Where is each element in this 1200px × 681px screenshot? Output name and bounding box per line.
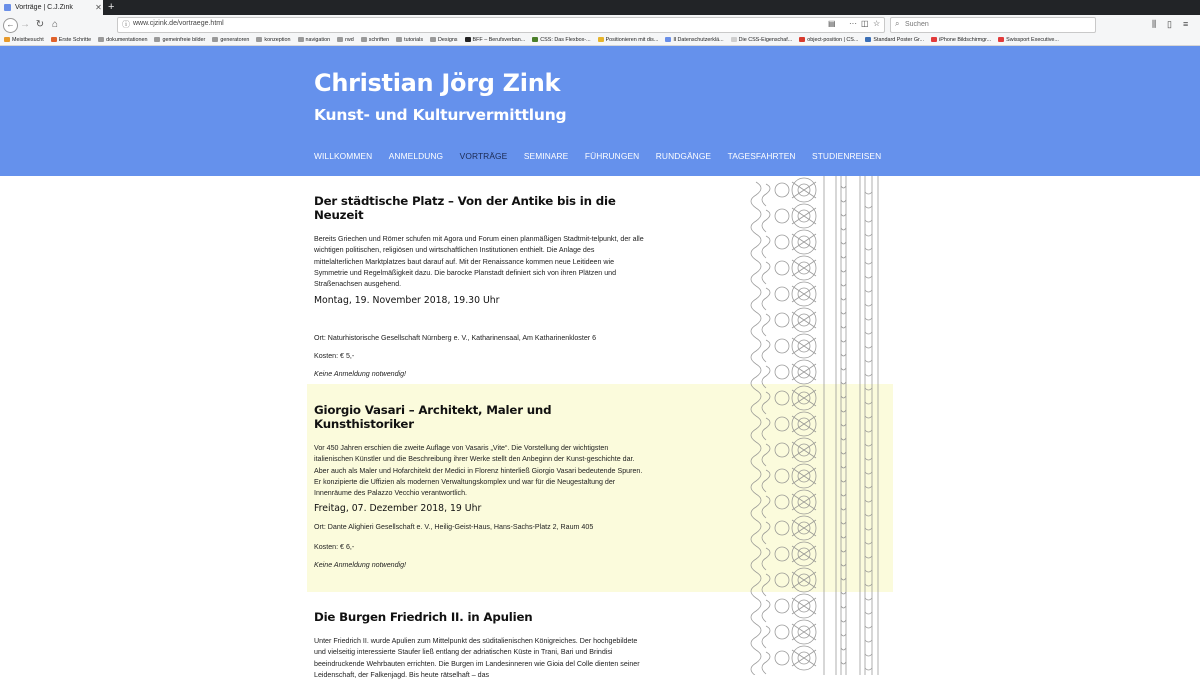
close-tab-icon[interactable]: ✕	[95, 3, 102, 12]
pocket-icon[interactable]: ◫	[861, 19, 869, 28]
nav-link-anmeldung[interactable]: ANMELDUNG	[388, 151, 444, 161]
event-date: Montag, 19. November 2018, 19.30 Uhr	[314, 295, 500, 306]
event-note: Keine Anmeldung notwendig!	[314, 561, 407, 569]
bookmark-item[interactable]	[665, 37, 723, 43]
bookmark-label: Die CSS-Eigenschaf...	[738, 36, 793, 43]
bookmark-label: Erste Schritte	[58, 36, 92, 43]
event-card	[314, 194, 644, 378]
folder-icon	[430, 37, 436, 42]
bookmark-item[interactable]	[154, 37, 205, 43]
bookmark-label: BFF – Berufsverban...	[472, 36, 526, 43]
event-date: Freitag, 07. Dezember 2018, 19 Uhr	[314, 503, 482, 514]
event-cost: Kosten: € 6,-	[314, 543, 355, 551]
event-cost: Kosten: € 5,-	[314, 352, 355, 360]
browser-toolbar	[0, 15, 1200, 34]
bookmark-item[interactable]	[931, 37, 991, 43]
bookmark-label: navigation	[305, 36, 331, 43]
event-location: Ort: Dante Alighieri Gesellschaft e. V., Heilig-Geist-Haus, Hans-Sachs-Platz 2, Raum 405	[314, 523, 594, 531]
bookmark-label: Swissport Executive...	[1006, 36, 1059, 43]
folder-icon	[361, 37, 367, 42]
main-content	[0, 176, 1200, 679]
search-input[interactable]	[905, 19, 1085, 30]
forward-button[interactable]: →	[20, 19, 30, 30]
bookmark-item[interactable]	[212, 37, 249, 43]
bookmark-label: Standard Poster Gr...	[873, 36, 925, 43]
bookmark-item[interactable]	[799, 37, 858, 43]
folder-icon	[799, 37, 805, 42]
folder-icon	[465, 37, 471, 42]
page-actions-icon[interactable]: ···	[849, 19, 857, 28]
info-icon[interactable]: ⓘ	[122, 20, 130, 29]
nav-link-seminare[interactable]: SEMINARE	[523, 151, 569, 161]
browser-tab[interactable]	[0, 0, 103, 15]
event-card	[314, 403, 644, 569]
home-button[interactable]: ⌂	[51, 19, 59, 30]
event-card	[314, 610, 644, 681]
reader-view-icon[interactable]: ▤	[828, 19, 836, 28]
folder-icon	[532, 37, 538, 42]
nav-link-rundgänge[interactable]: RUNDGÄNGE	[655, 151, 712, 161]
folder-icon	[396, 37, 402, 42]
search-bar[interactable]	[890, 17, 1096, 33]
event-title: Die Burgen Friedrich II. in Apulien	[314, 610, 533, 624]
favicon-icon	[4, 4, 11, 11]
bookmark-label: Meistbesucht	[12, 36, 44, 43]
bookmark-item[interactable]	[337, 37, 354, 43]
event-note: Keine Anmeldung notwendig!	[314, 370, 407, 378]
main-navigation	[314, 151, 898, 161]
nav-link-willkommen[interactable]: WILLKOMMEN	[314, 151, 373, 161]
bookmarks-toolbar	[0, 34, 1200, 46]
bookmark-item[interactable]	[598, 37, 659, 43]
event-title: Der städtische Platz – Von der Antike bis in die Neuzeit	[314, 194, 616, 222]
bookmark-icon	[51, 37, 57, 42]
bookmark-item[interactable]	[361, 37, 389, 43]
bookmark-label: generatoren	[220, 36, 250, 43]
nav-link-tagesfahrten[interactable]: TAGESFAHRTEN	[727, 151, 796, 161]
bookmark-label: iPhone Bildschirmgr...	[939, 36, 992, 43]
folder-icon	[154, 37, 160, 42]
event-title: Giorgio Vasari – Architekt, Maler und Kunsthistoriker	[314, 403, 552, 431]
menu-icon[interactable]: ≡	[1183, 19, 1189, 29]
folder-icon	[865, 37, 871, 42]
bookmark-label: konzeption	[264, 36, 291, 43]
bookmark-label: Designs	[438, 36, 458, 43]
folder-icon	[665, 37, 671, 42]
search-icon: ⌕	[895, 19, 900, 28]
folder-icon	[212, 37, 218, 42]
bookmark-item[interactable]	[430, 37, 457, 43]
bookmark-label: schriften	[368, 36, 390, 43]
decorative-ornament-border	[748, 176, 890, 675]
bookmark-label: Ⅱ Datenschutzerklä...	[673, 36, 724, 43]
bookmark-item[interactable]	[4, 37, 44, 43]
event-location: Ort: Naturhistorische Gesellschaft Nürnberg e. V., Katharinensaal, Am Katharinenkloster 6	[314, 334, 597, 342]
folder-icon	[337, 37, 343, 42]
site-subtitle: Kunst- und Kulturvermittlung	[314, 106, 567, 124]
event-description: Bereits Griechen und Römer schufen mit Agora und Forum einen planmäßigen Stadtmit-telpunkt, der alle wichtigen politischen, religiösen und wirtschaftlichen Institutionen enthielt. Die Anlage des mittelalterlichen Marktplatzes baut darauf auf. Mit der Renaissance kommen neue Leitideen wie Symmetrie und Regelmäßigkeit dazu. Die barocke Planstadt definiert sich von ihren Plätzen und Straßenachsen ausgehend.	[314, 235, 644, 289]
folder-icon	[731, 37, 737, 42]
bookmark-item[interactable]	[51, 37, 91, 43]
browser-tab-bar	[0, 0, 1200, 15]
reload-button[interactable]: ↻	[35, 19, 45, 30]
url-text[interactable]: www.cjzink.de/vortraege.html	[133, 20, 224, 27]
bookmark-item[interactable]	[396, 37, 423, 43]
bookmark-label: rwd	[345, 36, 354, 43]
bookmark-item[interactable]	[865, 37, 924, 43]
new-tab-button[interactable]: +	[108, 1, 115, 13]
bookmark-icon	[4, 37, 10, 42]
bookmark-label: object-position | CS...	[807, 36, 859, 43]
event-description: Unter Friedrich II. wurde Apulien zum Mittelpunkt des süditalienischen Königreiches. Der hochgebildete und vielseitig interessierte Staufer ließ entlang der adriatischen Küste in Trani, Bari und Brindisi beeindruckende Wehrbauten errichten. Die Burgen im Landesinneren wie Gioia del Colle dienten seiner Leidenschaft, der Falkenjagd. Bis heute rätselhaft – das	[314, 637, 640, 679]
folder-icon	[598, 37, 604, 42]
folder-icon	[298, 37, 304, 42]
folder-icon	[256, 37, 262, 42]
bookmark-item[interactable]	[465, 37, 526, 43]
back-button[interactable]: ←	[3, 18, 18, 33]
bookmark-item[interactable]	[98, 37, 147, 43]
site-title[interactable]: Christian Jörg Zink	[314, 69, 561, 97]
bookmark-item[interactable]	[998, 37, 1059, 43]
url-bar[interactable]	[117, 17, 885, 33]
bookmark-label: dokumentationen	[106, 36, 148, 43]
bookmark-item[interactable]	[731, 37, 793, 43]
bookmark-label: CSS: Das Flexbox-...	[540, 36, 591, 43]
sidebar-icon[interactable]: ▯	[1167, 19, 1172, 29]
folder-icon	[998, 37, 1004, 42]
bookmark-star-icon[interactable]: ☆	[873, 19, 881, 28]
folder-icon	[98, 37, 104, 42]
bookmark-label: gemeinfreie bilder	[162, 36, 206, 43]
nav-link-vorträge[interactable]: VORTRÄGE	[459, 151, 508, 161]
nav-link-studienreisen[interactable]: STUDIENREISEN	[812, 151, 882, 161]
tab-title: Vorträge | C.J.Zink	[15, 4, 73, 11]
ornament-pattern	[751, 176, 878, 675]
bookmark-label: Positionieren mit dis...	[605, 36, 659, 43]
folder-icon	[931, 37, 937, 42]
bookmark-item[interactable]	[256, 37, 290, 43]
event-description: Vor 450 Jahren erschien die zweite Auflage von Vasaris „Vite“. Die Vorstellung der wichtigsten italienischen Künstler und die Beschreibung ihrer Werke stellt den Anbeginn der Kunst-geschichte dar. Aber auch als Maler und Hofarchitekt der Medici in Florenz hinterließ Giorgio Vasari bedeutende Spuren. Er konzipierte die Uffizien als modernen Verwaltungskomplex und war für die Neugestaltung der Innenräume des Palazzo Vecchio verantwortlich.	[314, 444, 643, 498]
bookmark-item[interactable]	[532, 37, 590, 43]
bookmark-label: tutorials	[404, 36, 424, 43]
library-icon[interactable]: ⫼	[1152, 19, 1157, 29]
nav-link-führungen[interactable]: FÜHRUNGEN	[584, 151, 640, 161]
bookmark-item[interactable]	[298, 37, 331, 43]
